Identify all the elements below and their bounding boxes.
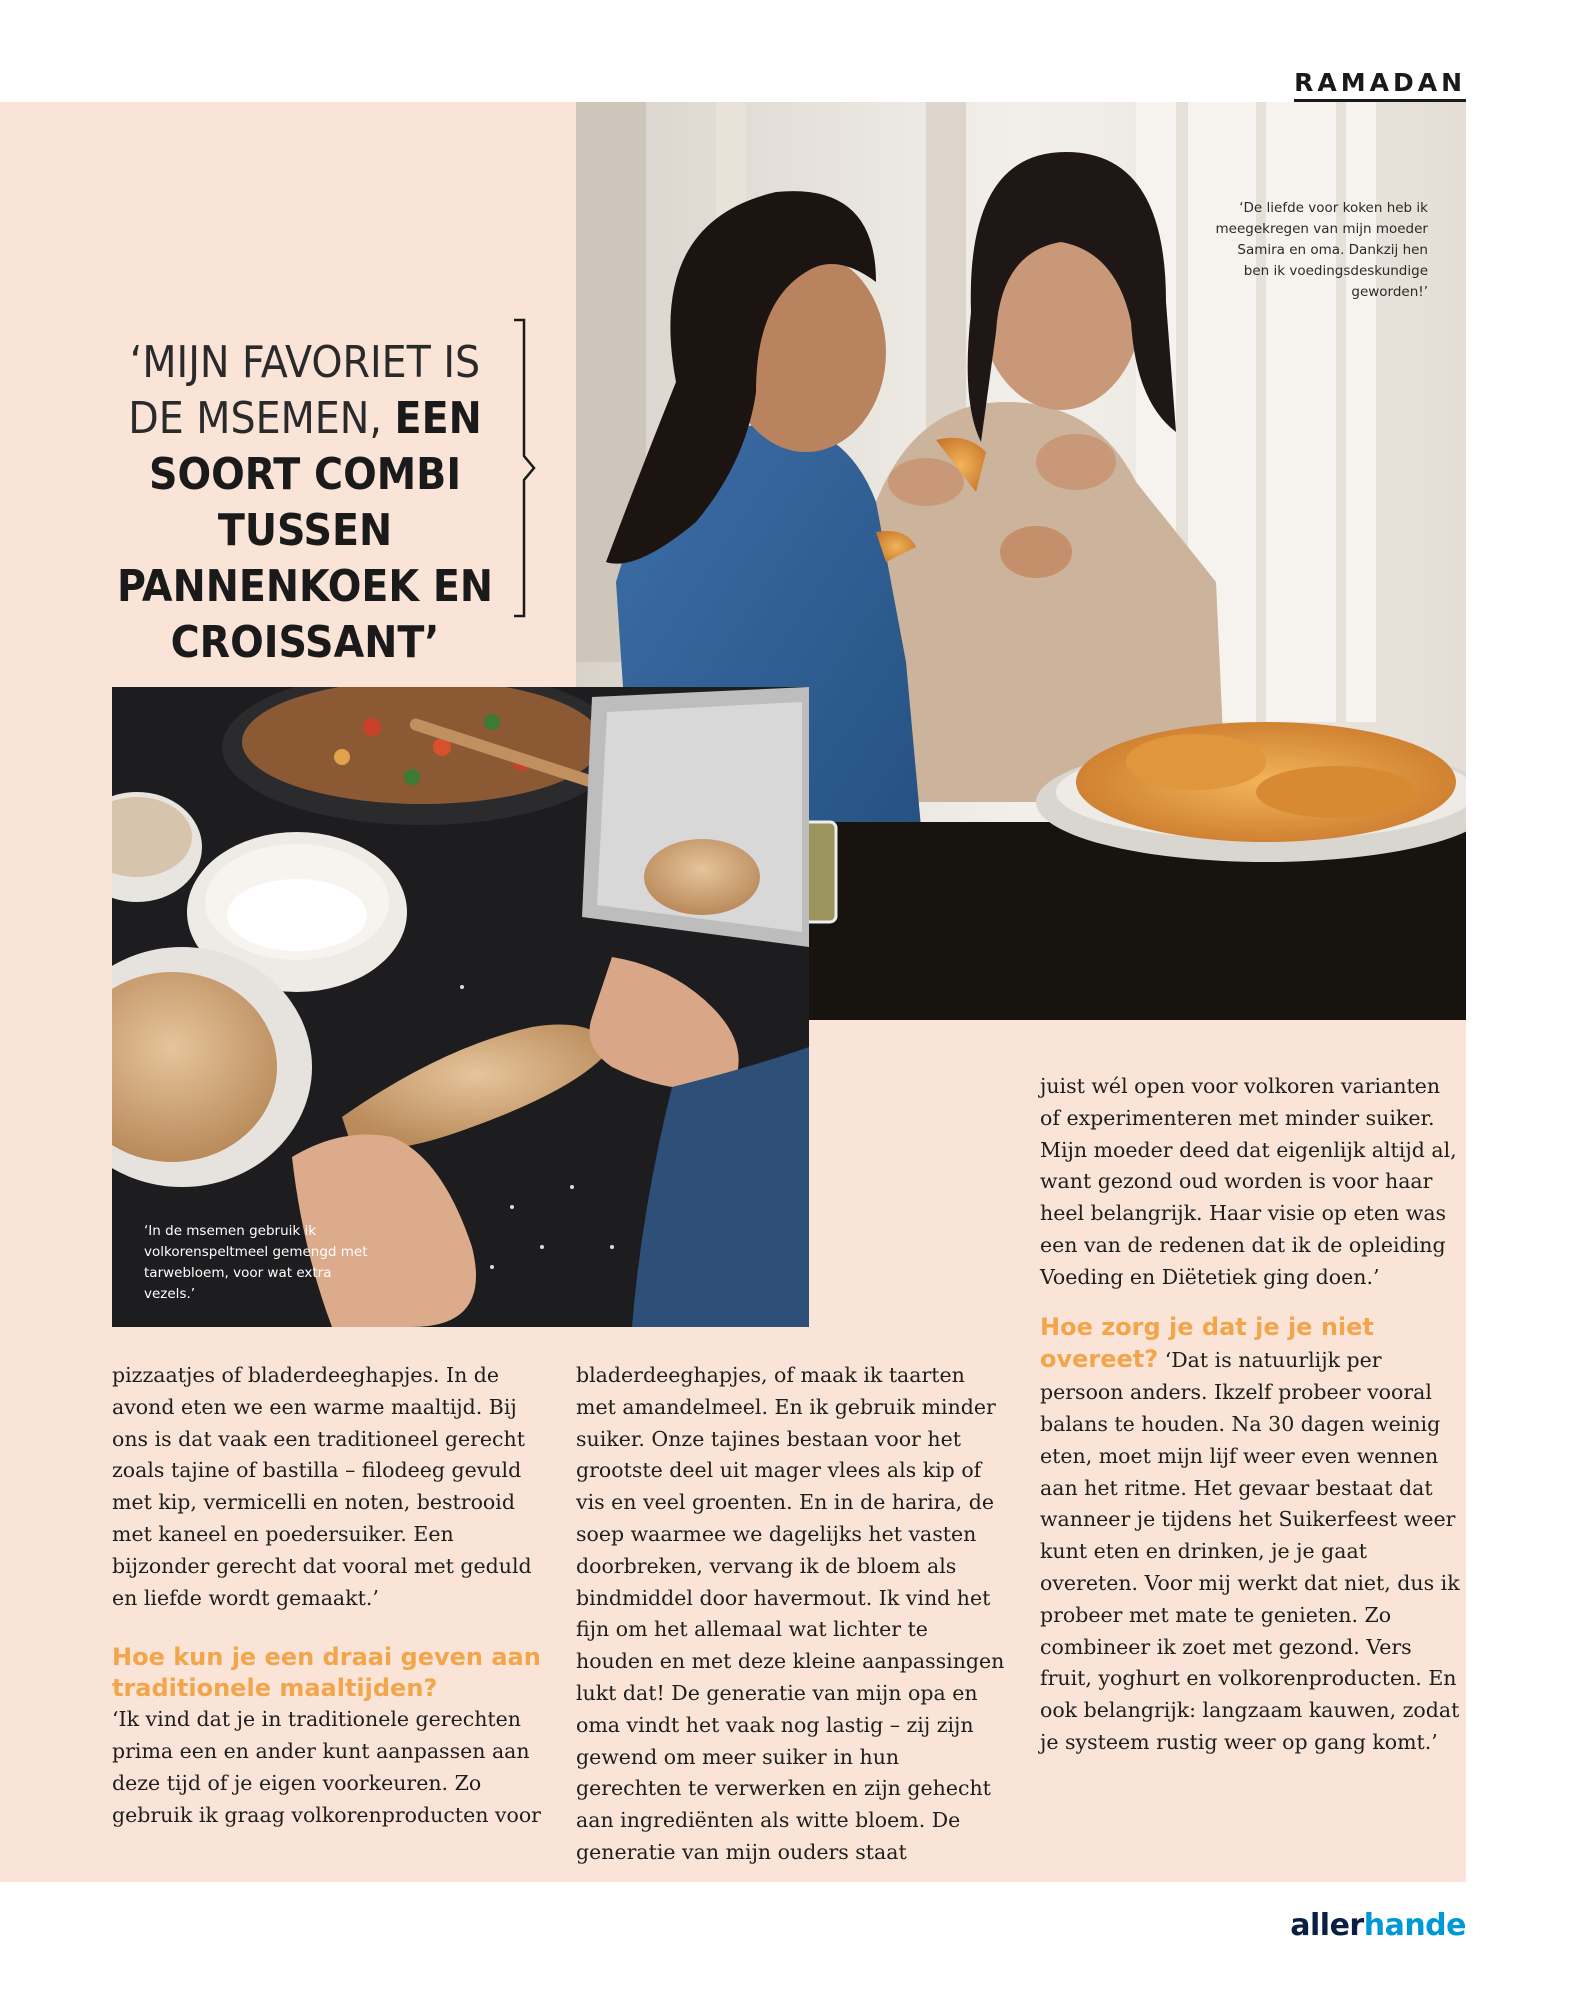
logo-part-hande: hande bbox=[1363, 1908, 1466, 1943]
pull-quote-light: ‘MIJN FAVORIET IS DE MSEMEN, bbox=[128, 337, 481, 444]
column-3-paragraph-2 bbox=[1040, 1312, 1460, 1759]
logo-part-aller: aller bbox=[1290, 1908, 1364, 1943]
column-2-paragraph-1: bladerdeeghapjes, of maak ik taarten met amandelmeel. En ik gebruik minder suiker. Onze tajines bestaan voor het grootste deel uit mager vlees als kip of vis en veel groenten. En in de harira, de soep waarmee we dagelijks het vasten doorbreken, vervang ik de bloem als bindmiddel door havermout. Ik vind het fijn om het allemaal wat lichter te houden en met deze kleine aanpassingen lukt dat! De generatie van mijn opa en oma vindt het vaak nog lastig – zij zijn gewend om meer suiker in hun gerechten te verwerken en zijn gehecht aan ingrediënten als witte bloem. De generatie van mijn ouders staat bbox=[576, 1363, 1005, 1864]
section-label: RAMADAN bbox=[1294, 68, 1466, 102]
photo-main-caption: ‘De liefde voor koken heb ik meegekregen van mijn moeder Samira en oma. Dankzij hen ben ik voedingsdeskundige geworden!’ bbox=[1215, 200, 1428, 300]
column-1-paragraph-2: ‘Ik vind dat je in traditionele gerechten prima een en ander kunt aanpassen aan deze tijd of je eigen voorkeuren. Zo gebruik ik graag volkorenproducten voor bbox=[112, 1707, 541, 1827]
allerhande-logo bbox=[1290, 1908, 1466, 1943]
photo-small-caption: ‘In de msemen gebruik ik volkorenspeltmeel gemengd met tarwebloem, voor wat extra vezels.’ bbox=[144, 1223, 368, 1302]
brace-icon bbox=[512, 318, 536, 618]
heading-overeating: Hoe zorg je dat je je niet overeet? bbox=[1040, 1312, 1374, 1374]
pull-quote bbox=[100, 335, 510, 671]
column-3-answer: ‘Dat is natuurlijk per persoon anders. Ikzelf probeer vooral balans te houden. Na 30 dagen weinig eten, moet mijn lijf weer even wennen aan het ritme. Het gevaar bestaat dat wanneer je tijdens het Suikerfeest weer kunt eten en drinken, je je gaat overeten. Voor mij werkt dat niet, dus ik probeer met mate te genieten. Zo combineer ik zoet met gezond. Vers fruit, yoghurt en volkorenproducten. En ook belangrijk: langzaam kauwen, zodat je systeem rustig weer op gang komt.’ bbox=[1040, 1348, 1460, 1754]
article-column-1 bbox=[112, 1360, 542, 1832]
column-3-paragraph-1: juist wél open voor volkoren varianten of experimenteren met minder suiker. Mijn moeder deed dat eigenlijk altijd al, want gezond oud worden is voor haar heel belangrijk. Haar visie op eten was een van de redenen dat ik de opleiding Voeding en Diëtetiek ging doen.’ bbox=[1040, 1074, 1457, 1289]
article-column-2 bbox=[576, 1360, 1006, 1869]
heading-traditional-meals: Hoe kun je een draai geven aan traditionele maaltijden? bbox=[112, 1643, 541, 1703]
photo-rolling-dough bbox=[112, 687, 809, 1327]
pull-quote-bold: EEN SOORT COMBI TUSSEN PANNENKOEK EN CROISSANT’ bbox=[116, 393, 494, 668]
article-column-3 bbox=[1040, 1071, 1460, 1759]
column-1-paragraph-1: pizzaatjes of bladerdeeghapjes. In de avond eten we een warme maaltijd. Bij ons is dat vaak een traditioneel gerecht zoals tajine of bastilla – filodeeg gevuld met kip, vermicelli en noten, bestrooid met kaneel en poedersuiker. Een bijzonder gerecht dat vooral met geduld en liefde wordt gemaakt.’ bbox=[112, 1363, 532, 1610]
